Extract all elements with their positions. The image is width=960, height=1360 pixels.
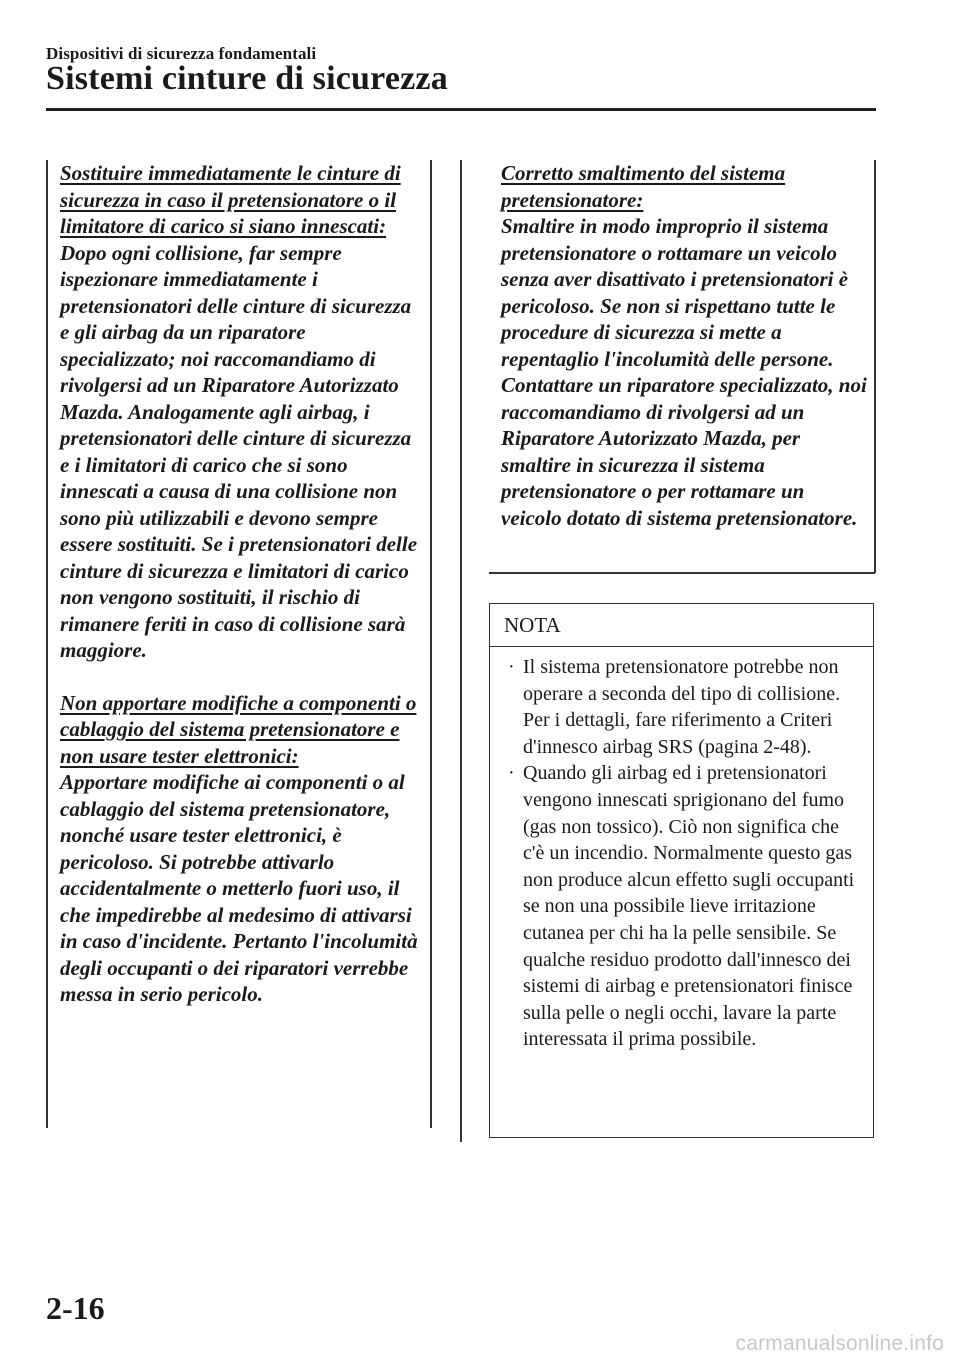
left-column-right-line bbox=[430, 160, 432, 1128]
note-item-text: Quando gli airbag ed i pretensionatori vengono innescati sprigionano del fumo (gas non tossico). Ciò non significa che c'è un incendio. Normalmente questo gas non produce alcun effetto sugli occupanti se non una possibile lieve irritazione cutanea per chi ha la pelle sensibile. Se qualche residuo prodotto dall'innesco dei sistemi di airbag e pretensionatori finisce sulla pelle o negli occhi, lavare la parte interessata il prima possibile. bbox=[523, 762, 855, 1051]
right-column-left-line bbox=[460, 160, 462, 1142]
bullet-dot: · bbox=[508, 656, 515, 678]
page-title: Sistemi cinture di sicurezza bbox=[46, 60, 448, 97]
note-body bbox=[490, 647, 873, 1053]
warning-replace-belts bbox=[60, 160, 422, 664]
note-item-text: Il sistema pretensionatore potrebbe non operare a seconda del tipo di collisione. Per i dettagli, fare riferimento a Criteri d'innesco airbag SRS (pagina 2-48). bbox=[523, 656, 841, 758]
page-number: 2-16 bbox=[46, 1290, 105, 1326]
right-warning-bottom-line bbox=[489, 572, 875, 574]
note-box bbox=[489, 603, 874, 1138]
warning-heading: Sostituire immediatamente le cinture di sicurezza in caso il pretensionatore o il limitatore di carico si siano innescati: bbox=[60, 161, 401, 238]
note-item bbox=[502, 760, 863, 1053]
warning-heading: Non apportare modifiche a componenti o cablaggio del sistema pretensionatore e non usare tester elettronici: bbox=[60, 690, 417, 768]
right-warning-right-line bbox=[874, 160, 876, 573]
watermark: carmanualsonline.info bbox=[735, 1332, 944, 1355]
right-warning-column bbox=[501, 160, 867, 531]
left-margin-line bbox=[46, 160, 48, 1128]
warning-disposal bbox=[501, 160, 867, 531]
warning-body: Smaltire in modo improprio il sistema pretensionatore o rottamare un veicolo senza aver disattivato i pretensionatori è pericoloso. Se non si rispettano tutte le procedure di sicurezza si mette a repentaglio l'incolumità delle persone. Contattare un riparatore specializzato, noi raccomandiamo di rivolgersi ad un Riparatore Autorizzato Mazda, per smaltire in sicurezza il sistema pretensionatore o per rottamare un veicolo dotato di sistema pretensionatore. bbox=[501, 214, 867, 530]
warning-body: Dopo ogni collisione, far sempre ispezionare immediatamente i pretensionatori delle cinture di sicurezza e gli airbag da un riparatore specializzato; noi raccomandiamo di rivolgersi ad un Riparatore Autorizzato Mazda. Analogamente agli airbag, i pretensionatori delle cinture di sicurezza e i limitatori di carico che si sono innescati a causa di una collisione non sono più utilizzabili e devono sempre essere sostituiti. Se i pretensionatori delle cinture di sicurezza e limitatori di carico non vengono sostituiti, il rischio di rimanere feriti in caso di collisione sarà maggiore. bbox=[60, 240, 418, 662]
note-title: NOTA bbox=[490, 604, 873, 647]
warning-no-modifications bbox=[60, 690, 422, 1008]
warning-heading: Corretto smaltimento del sistema pretensionatore: bbox=[501, 161, 786, 212]
section-label: Dispositivi di sicurezza fondamentali bbox=[46, 44, 317, 63]
header-rule bbox=[46, 108, 876, 111]
warning-body: Apportare modifiche ai componenti o al cablaggio del sistema pretensionatore, nonché usare tester elettronici, è pericoloso. Si potrebbe attivarlo accidentalmente o metterlo fuori uso, il che impedirebbe al medesimo di attivarsi in caso d'incidente. Pertanto l'incolumità degli occupanti o dei riparatori verrebbe messa in serio pericolo. bbox=[60, 770, 418, 1006]
left-warning-column bbox=[60, 160, 422, 1008]
bullet-dot: · bbox=[508, 762, 515, 785]
note-item bbox=[502, 654, 863, 760]
